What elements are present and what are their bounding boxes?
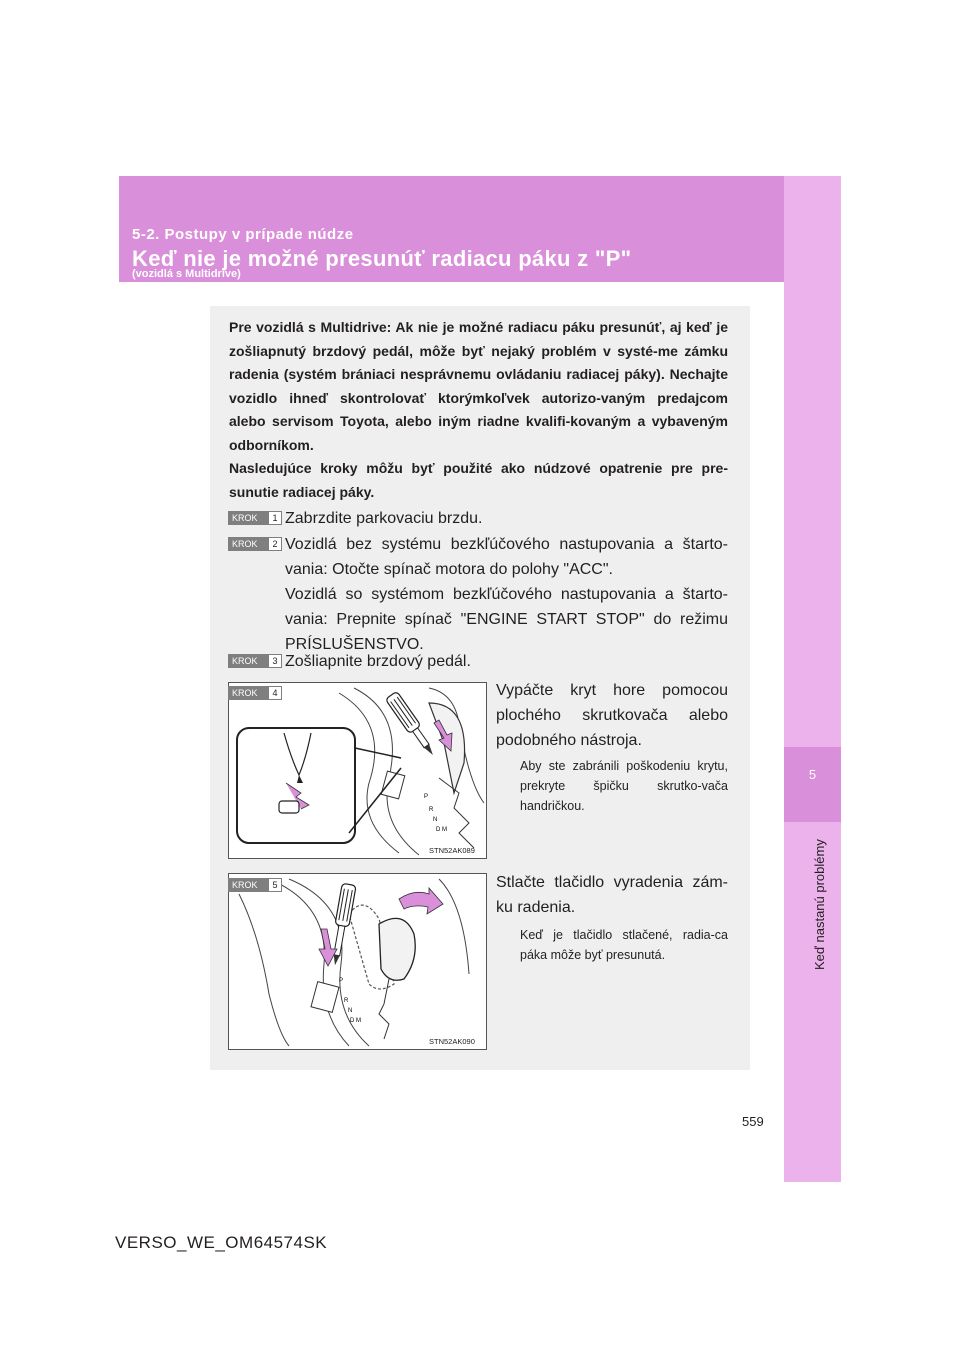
section-label: 5-2. Postupy v prípade núdze bbox=[132, 226, 354, 243]
step-badge bbox=[228, 878, 282, 892]
step-5-illustration bbox=[228, 873, 487, 1050]
step-number: 5 bbox=[268, 878, 282, 892]
gear-label: D bbox=[350, 1018, 355, 1024]
screwdriver-icon bbox=[385, 691, 438, 759]
step-2-text bbox=[285, 532, 728, 657]
chapter-number-tab bbox=[784, 747, 841, 822]
step-1-text bbox=[285, 506, 728, 531]
gear-label: D bbox=[436, 827, 441, 833]
shift-lever-cover-illustration bbox=[229, 683, 486, 858]
step-4-text: Vypáčte kryt hore pomocou plochého skrutkovača alebo podobného nástroja. bbox=[496, 682, 728, 749]
step-number: 3 bbox=[268, 654, 282, 668]
step-instruction: Zošliapnite brzdový pedál. bbox=[285, 653, 471, 670]
step-number: 4 bbox=[268, 686, 282, 700]
page-subtitle: (vozidlá s Multidrive) bbox=[132, 268, 241, 280]
step-instruction: Zabrzdite parkovaciu brzdu. bbox=[285, 510, 483, 527]
gear-label: P bbox=[424, 794, 429, 800]
gear-label: M bbox=[442, 827, 447, 833]
gear-label: M bbox=[356, 1018, 361, 1024]
gear-label: R bbox=[429, 807, 434, 813]
step-badge bbox=[228, 686, 282, 700]
step-4-note: Aby ste zabránili poškodeniu krytu, prekryte špičku skrutko-vača handričkou. bbox=[520, 759, 728, 813]
step-5-note: Keď je tlačidlo stlačené, radia-ca páka môže byť presunutá. bbox=[520, 928, 728, 962]
step-badge bbox=[228, 537, 282, 551]
figure-code: STN52AK090 bbox=[429, 1037, 475, 1046]
step-badge bbox=[228, 654, 282, 668]
shift-lock-release-illustration bbox=[229, 874, 486, 1049]
chapter-number: 5 bbox=[808, 767, 817, 782]
step-keyword: KROK bbox=[228, 686, 268, 700]
step-keyword: KROK bbox=[228, 511, 268, 525]
chapter-side-tab bbox=[784, 176, 841, 1182]
step-number: 2 bbox=[268, 537, 282, 551]
step-keyword: KROK bbox=[228, 878, 268, 892]
step-badge bbox=[228, 511, 282, 525]
shift-arrow-icon bbox=[399, 888, 443, 914]
intro-paragraph: Nasledujúce kroky môžu byť použité ako núdzové opatrenie pre pre-sunutie radiacej páky. bbox=[229, 460, 728, 500]
step-number: 1 bbox=[268, 511, 282, 525]
gear-label: N bbox=[433, 817, 438, 823]
step-5-text: Stlačte tlačidlo vyradenia zám-ku radenia. bbox=[496, 874, 728, 916]
page-title: Keď nie je možné presunúť radiacu páku z "P" bbox=[132, 246, 632, 271]
step-instruction: Vozidlá so systémom bezkľúčového nastupovania a štarto-vania: Prepnite spínač "ENGINE START STOP" do režimu PRÍSLUŠENSTVO. bbox=[285, 586, 728, 653]
step-3-text bbox=[285, 649, 728, 674]
intro-paragraph: Pre vozidlá s Multidrive: Ak nie je možné radiacu páku presunúť, aj keď je zošliapnutý brzdový pedál, môže byť nejaký problém v systé-me zámku radenia (systém brániaci nesprávnemu ovládaniu radiacej páky). Nechajte vozidlo ihneď skontrolovať ktorýmkoľvek autorizo-vaným predajcom alebo servisom Toyota, alebo iným riadne kvalifi-kovaným a vybaveným odborníkom. bbox=[229, 319, 728, 453]
figure-code: STN52AK089 bbox=[429, 846, 475, 855]
step-4-illustration bbox=[228, 682, 487, 859]
gear-label: P bbox=[339, 978, 344, 984]
page-number: 559 bbox=[742, 1114, 764, 1129]
document-id: VERSO_WE_OM64574SK bbox=[115, 1233, 328, 1252]
intro-text bbox=[229, 316, 728, 504]
gear-label: N bbox=[348, 1008, 353, 1014]
step-keyword: KROK bbox=[228, 537, 268, 551]
step-keyword: KROK bbox=[228, 654, 268, 668]
step-instruction: Vozidlá bez systému bezkľúčového nastupovania a štarto-vania: Otočte spínač motora do polohy "ACC". bbox=[285, 536, 728, 578]
chapter-title: Keď nastanú problémy bbox=[812, 839, 827, 970]
gear-label: R bbox=[344, 998, 349, 1004]
